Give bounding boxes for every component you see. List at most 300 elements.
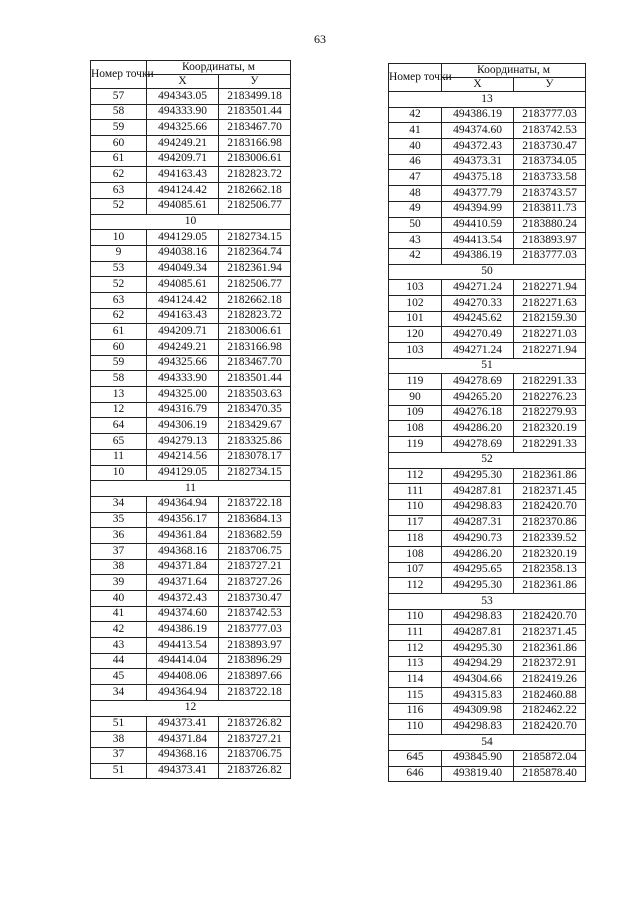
y-cell: 2183730.47 <box>219 591 291 607</box>
y-cell: 2183880.24 <box>514 217 586 233</box>
y-cell: 2183166.98 <box>219 136 291 152</box>
table-row <box>91 245 291 261</box>
point-number-cell: 42 <box>389 248 442 264</box>
table-row <box>389 295 586 311</box>
x-cell: 494373.41 <box>147 716 219 732</box>
table-row <box>91 89 291 105</box>
x-cell: 494049.34 <box>147 261 219 277</box>
y-cell: 2182291.33 <box>514 437 586 453</box>
y-cell: 2182371.45 <box>514 484 586 500</box>
coordinates-header: Координаты, м <box>442 64 586 78</box>
x-cell: 494298.83 <box>442 719 514 735</box>
y-cell: 2183682.59 <box>219 528 291 544</box>
point-number-cell: 112 <box>389 468 442 484</box>
point-number-cell: 12 <box>91 402 147 418</box>
x-cell: 494298.83 <box>442 499 514 515</box>
x-cell: 494325.66 <box>147 120 219 136</box>
x-cell: 494371.84 <box>147 732 219 748</box>
x-cell: 494408.06 <box>147 669 219 685</box>
point-number-header-label: Номер точки <box>91 67 154 80</box>
table-row <box>389 421 586 437</box>
point-number-cell: 58 <box>91 104 147 120</box>
x-cell: 494271.24 <box>442 343 514 359</box>
y-cell: 2183896.29 <box>219 653 291 669</box>
point-number-cell: 43 <box>389 233 442 249</box>
y-cell: 2183777.03 <box>219 622 291 638</box>
point-number-cell: 37 <box>91 747 147 763</box>
x-cell: 494271.24 <box>442 280 514 296</box>
x-cell: 494278.69 <box>442 437 514 453</box>
x-cell: 493845.90 <box>442 750 514 766</box>
table-row <box>389 123 586 139</box>
point-number-cell: 61 <box>91 151 147 167</box>
point-number-cell: 59 <box>91 120 147 136</box>
x-cell: 494298.83 <box>442 609 514 625</box>
y-cell: 2183733.58 <box>514 170 586 186</box>
table-row <box>91 638 291 654</box>
section-title: 11 <box>91 481 291 497</box>
x-cell: 494343.05 <box>147 89 219 105</box>
point-number-cell: 36 <box>91 528 147 544</box>
point-number-cell: 119 <box>389 437 442 453</box>
table-row <box>389 672 586 688</box>
x-cell: 494279.13 <box>147 434 219 450</box>
y-cell: 2183743.57 <box>514 186 586 202</box>
section-row <box>91 214 291 230</box>
x-cell: 493819.40 <box>442 766 514 782</box>
point-number-cell: 110 <box>389 719 442 735</box>
point-number-cell: 9 <box>91 245 147 261</box>
y-cell: 2182361.86 <box>514 641 586 657</box>
point-number-cell: 116 <box>389 703 442 719</box>
table-row <box>91 559 291 575</box>
y-cell: 2182279.93 <box>514 405 586 421</box>
y-header: У <box>514 78 586 92</box>
table-row <box>91 669 291 685</box>
x-cell: 494413.54 <box>147 638 219 654</box>
table-row <box>389 170 586 186</box>
table-row <box>389 609 586 625</box>
x-cell: 494413.54 <box>442 233 514 249</box>
table-row <box>91 167 291 183</box>
table-row <box>91 308 291 324</box>
y-cell: 2183684.13 <box>219 512 291 528</box>
table-row <box>91 543 291 559</box>
table-row <box>91 418 291 434</box>
section-title: 53 <box>389 594 586 610</box>
y-header: У <box>219 75 291 89</box>
y-cell: 2183722.18 <box>219 685 291 701</box>
x-cell: 494209.71 <box>147 151 219 167</box>
table-row <box>389 468 586 484</box>
y-cell: 2183893.97 <box>219 638 291 654</box>
table-row <box>91 151 291 167</box>
y-cell: 2182823.72 <box>219 308 291 324</box>
x-cell: 494386.19 <box>442 248 514 264</box>
point-number-cell: 34 <box>91 496 147 512</box>
table-row <box>389 719 586 735</box>
point-number-cell: 44 <box>91 653 147 669</box>
x-cell: 494287.31 <box>442 515 514 531</box>
section-row <box>389 264 586 280</box>
y-cell: 2182506.77 <box>219 198 291 214</box>
table-row <box>389 311 586 327</box>
point-number-cell: 62 <box>91 167 147 183</box>
y-cell: 2183006.61 <box>219 151 291 167</box>
section-title: 13 <box>389 92 586 108</box>
y-cell: 2182339.52 <box>514 531 586 547</box>
y-cell: 2183467.70 <box>219 120 291 136</box>
y-cell: 2182420.70 <box>514 499 586 515</box>
point-number-cell: 103 <box>389 343 442 359</box>
y-cell: 2182662.18 <box>219 292 291 308</box>
x-cell: 494368.16 <box>147 543 219 559</box>
x-cell: 494295.30 <box>442 468 514 484</box>
y-cell: 2183166.98 <box>219 340 291 356</box>
x-cell: 494129.05 <box>147 230 219 246</box>
y-cell: 2183727.26 <box>219 575 291 591</box>
point-number-cell: 41 <box>91 606 147 622</box>
table-row <box>91 622 291 638</box>
y-cell: 2183727.21 <box>219 559 291 575</box>
point-number-cell: 117 <box>389 515 442 531</box>
point-number-cell: 90 <box>389 390 442 406</box>
table-row <box>389 343 586 359</box>
table-body-right <box>389 92 586 782</box>
table-row <box>389 703 586 719</box>
y-cell: 2183078.17 <box>219 449 291 465</box>
point-number-cell: 112 <box>389 641 442 657</box>
coordinates-header: Координаты, м <box>147 61 291 75</box>
point-number-cell: 34 <box>91 685 147 701</box>
x-cell: 494294.29 <box>442 656 514 672</box>
table-row <box>91 575 291 591</box>
y-cell: 2182361.86 <box>514 468 586 484</box>
table-row <box>389 625 586 641</box>
point-number-cell: 38 <box>91 559 147 575</box>
table-row <box>389 578 586 594</box>
point-number-cell: 102 <box>389 295 442 311</box>
table-row <box>389 233 586 249</box>
y-cell: 2182361.94 <box>219 261 291 277</box>
point-number-cell: 63 <box>91 183 147 199</box>
point-number-cell: 40 <box>91 591 147 607</box>
x-cell: 494356.17 <box>147 512 219 528</box>
x-cell: 494374.60 <box>442 123 514 139</box>
x-cell: 494085.61 <box>147 198 219 214</box>
x-cell: 494315.83 <box>442 688 514 704</box>
point-number-cell: 48 <box>389 186 442 202</box>
point-number-cell: 645 <box>389 750 442 766</box>
point-number-cell: 101 <box>389 311 442 327</box>
point-number-cell: 111 <box>389 484 442 500</box>
x-cell: 494373.31 <box>442 154 514 170</box>
x-cell: 494304.66 <box>442 672 514 688</box>
section-row <box>389 452 586 468</box>
y-cell: 2183734.05 <box>514 154 586 170</box>
y-cell: 2183893.97 <box>514 233 586 249</box>
point-number-cell: 63 <box>91 292 147 308</box>
y-cell: 2183726.82 <box>219 716 291 732</box>
point-number-cell: 11 <box>91 449 147 465</box>
table-row <box>91 763 291 779</box>
table-row <box>91 747 291 763</box>
x-cell: 494410.59 <box>442 217 514 233</box>
section-title: 50 <box>389 264 586 280</box>
point-number-cell: 108 <box>389 421 442 437</box>
point-number-cell: 646 <box>389 766 442 782</box>
y-cell: 2183706.75 <box>219 747 291 763</box>
y-cell: 2183726.82 <box>219 763 291 779</box>
y-cell: 2183727.21 <box>219 732 291 748</box>
y-cell: 2183467.70 <box>219 355 291 371</box>
x-cell: 494276.18 <box>442 405 514 421</box>
point-number-cell: 13 <box>91 387 147 403</box>
x-cell: 494371.84 <box>147 559 219 575</box>
x-cell: 494373.41 <box>147 763 219 779</box>
y-cell: 2183897.66 <box>219 669 291 685</box>
y-cell: 2185878.40 <box>514 766 586 782</box>
section-title: 52 <box>389 452 586 468</box>
point-number-cell: 64 <box>91 418 147 434</box>
x-cell: 494129.05 <box>147 465 219 481</box>
point-number-cell: 112 <box>389 578 442 594</box>
x-cell: 494325.66 <box>147 355 219 371</box>
table-row <box>91 230 291 246</box>
point-number-cell: 39 <box>91 575 147 591</box>
x-cell: 494278.69 <box>442 374 514 390</box>
section-row <box>91 700 291 716</box>
y-cell: 2183470.35 <box>219 402 291 418</box>
table-row <box>91 387 291 403</box>
y-cell: 2183742.53 <box>219 606 291 622</box>
y-cell: 2183777.03 <box>514 248 586 264</box>
y-cell: 2185872.04 <box>514 750 586 766</box>
y-cell: 2183501.44 <box>219 104 291 120</box>
y-cell: 2182271.94 <box>514 280 586 296</box>
point-number-cell: 52 <box>91 277 147 293</box>
table-row <box>389 374 586 390</box>
y-cell: 2182420.70 <box>514 719 586 735</box>
point-number-cell: 65 <box>91 434 147 450</box>
point-number-cell: 113 <box>389 656 442 672</box>
point-number-cell: 35 <box>91 512 147 528</box>
x-cell: 494316.79 <box>147 402 219 418</box>
table-row <box>389 186 586 202</box>
table-row <box>91 104 291 120</box>
point-number-cell: 109 <box>389 405 442 421</box>
x-cell: 494333.90 <box>147 371 219 387</box>
page-number: 63 <box>314 32 326 46</box>
table-row <box>91 496 291 512</box>
x-cell: 494364.94 <box>147 685 219 701</box>
table-row <box>91 716 291 732</box>
x-cell: 494038.16 <box>147 245 219 261</box>
x-cell: 494085.61 <box>147 277 219 293</box>
x-cell: 494325.00 <box>147 387 219 403</box>
point-number-cell: 40 <box>389 139 442 155</box>
table-row <box>389 656 586 672</box>
y-cell: 2182419.26 <box>514 672 586 688</box>
x-cell: 494290.73 <box>442 531 514 547</box>
table-row <box>91 183 291 199</box>
x-cell: 494286.20 <box>442 421 514 437</box>
x-cell: 494414.04 <box>147 653 219 669</box>
point-number-cell: 10 <box>91 465 147 481</box>
table-row <box>91 136 291 152</box>
point-number-cell: 114 <box>389 672 442 688</box>
coordinates-table-right <box>388 63 586 782</box>
table-row <box>91 653 291 669</box>
table-row <box>389 390 586 406</box>
x-cell: 494386.19 <box>147 622 219 638</box>
point-number-header-label: Номер точки <box>389 70 452 83</box>
x-cell: 494361.84 <box>147 528 219 544</box>
section-title: 10 <box>91 214 291 230</box>
table-row <box>91 261 291 277</box>
y-cell: 2182823.72 <box>219 167 291 183</box>
table-row <box>91 292 291 308</box>
y-cell: 2182291.33 <box>514 374 586 390</box>
x-cell: 494371.64 <box>147 575 219 591</box>
x-cell: 494163.43 <box>147 167 219 183</box>
table-row <box>389 107 586 123</box>
table-row <box>389 766 586 782</box>
point-number-cell: 107 <box>389 562 442 578</box>
table-body-left <box>91 89 291 779</box>
y-cell: 2182734.15 <box>219 230 291 246</box>
table-row <box>91 732 291 748</box>
x-header: X <box>442 78 514 92</box>
table-row <box>91 402 291 418</box>
section-title: 51 <box>389 358 586 374</box>
point-number-cell: 41 <box>389 123 442 139</box>
point-number-cell: 60 <box>91 340 147 356</box>
x-cell: 494386.19 <box>442 107 514 123</box>
table-row <box>389 484 586 500</box>
x-cell: 494309.98 <box>442 703 514 719</box>
y-cell: 2182460.88 <box>514 688 586 704</box>
section-row <box>389 735 586 751</box>
table-row <box>389 280 586 296</box>
point-number-cell: 51 <box>91 716 147 732</box>
x-cell: 494295.30 <box>442 578 514 594</box>
x-cell: 494364.94 <box>147 496 219 512</box>
x-cell: 494270.33 <box>442 295 514 311</box>
coordinates-table-left <box>90 60 291 779</box>
x-cell: 494333.90 <box>147 104 219 120</box>
table-row <box>91 685 291 701</box>
table-row <box>91 355 291 371</box>
table-row <box>91 591 291 607</box>
point-number-cell: 42 <box>389 107 442 123</box>
y-cell: 2182420.70 <box>514 609 586 625</box>
y-cell: 2182372.91 <box>514 656 586 672</box>
table-row <box>389 688 586 704</box>
x-cell: 494214.56 <box>147 449 219 465</box>
point-number-cell: 57 <box>91 89 147 105</box>
table-row <box>389 750 586 766</box>
y-cell: 2182361.86 <box>514 578 586 594</box>
y-cell: 2183811.73 <box>514 201 586 217</box>
y-cell: 2182370.86 <box>514 515 586 531</box>
y-cell: 2182734.15 <box>219 465 291 481</box>
point-number-cell: 118 <box>389 531 442 547</box>
x-cell: 494375.18 <box>442 170 514 186</box>
y-cell: 2182159.30 <box>514 311 586 327</box>
y-cell: 2182358.13 <box>514 562 586 578</box>
point-number-cell: 47 <box>389 170 442 186</box>
point-number-cell: 38 <box>91 732 147 748</box>
y-cell: 2183501.44 <box>219 371 291 387</box>
table-row <box>389 327 586 343</box>
point-number-cell: 108 <box>389 546 442 562</box>
x-cell: 494209.71 <box>147 324 219 340</box>
point-number-cell: 59 <box>91 355 147 371</box>
table-row <box>389 201 586 217</box>
section-row <box>91 481 291 497</box>
section-title: 54 <box>389 735 586 751</box>
y-cell: 2183006.61 <box>219 324 291 340</box>
point-number-cell: 111 <box>389 625 442 641</box>
point-number-cell: 51 <box>91 763 147 779</box>
point-number-cell: 62 <box>91 308 147 324</box>
x-cell: 494124.42 <box>147 292 219 308</box>
table-row <box>91 277 291 293</box>
y-cell: 2183503.63 <box>219 387 291 403</box>
x-cell: 494306.19 <box>147 418 219 434</box>
point-number-cell: 10 <box>91 230 147 246</box>
point-number-cell: 43 <box>91 638 147 654</box>
point-number-cell: 61 <box>91 324 147 340</box>
x-cell: 494374.60 <box>147 606 219 622</box>
x-cell: 494377.79 <box>442 186 514 202</box>
point-number-cell: 45 <box>91 669 147 685</box>
table-row <box>91 198 291 214</box>
x-cell: 494372.43 <box>442 139 514 155</box>
point-number-cell: 49 <box>389 201 442 217</box>
y-cell: 2183722.18 <box>219 496 291 512</box>
y-cell: 2182271.03 <box>514 327 586 343</box>
table-row <box>389 217 586 233</box>
y-cell: 2182276.23 <box>514 390 586 406</box>
x-cell: 494295.65 <box>442 562 514 578</box>
table-row <box>389 499 586 515</box>
x-cell: 494368.16 <box>147 747 219 763</box>
y-cell: 2182506.77 <box>219 277 291 293</box>
x-cell: 494249.21 <box>147 136 219 152</box>
point-number-cell: 53 <box>91 261 147 277</box>
point-number-cell: 50 <box>389 217 442 233</box>
y-cell: 2182364.74 <box>219 245 291 261</box>
table-row <box>389 546 586 562</box>
point-number-cell: 52 <box>91 198 147 214</box>
y-cell: 2182271.94 <box>514 343 586 359</box>
x-cell: 494265.20 <box>442 390 514 406</box>
table-row <box>91 512 291 528</box>
x-cell: 494394.99 <box>442 201 514 217</box>
point-number-cell: 58 <box>91 371 147 387</box>
table-row <box>389 562 586 578</box>
section-row <box>389 92 586 108</box>
point-number-cell: 120 <box>389 327 442 343</box>
x-cell: 494163.43 <box>147 308 219 324</box>
x-cell: 494287.81 <box>442 484 514 500</box>
y-cell: 2182662.18 <box>219 183 291 199</box>
point-number-cell: 42 <box>91 622 147 638</box>
x-cell: 494270.49 <box>442 327 514 343</box>
point-number-cell: 103 <box>389 280 442 296</box>
